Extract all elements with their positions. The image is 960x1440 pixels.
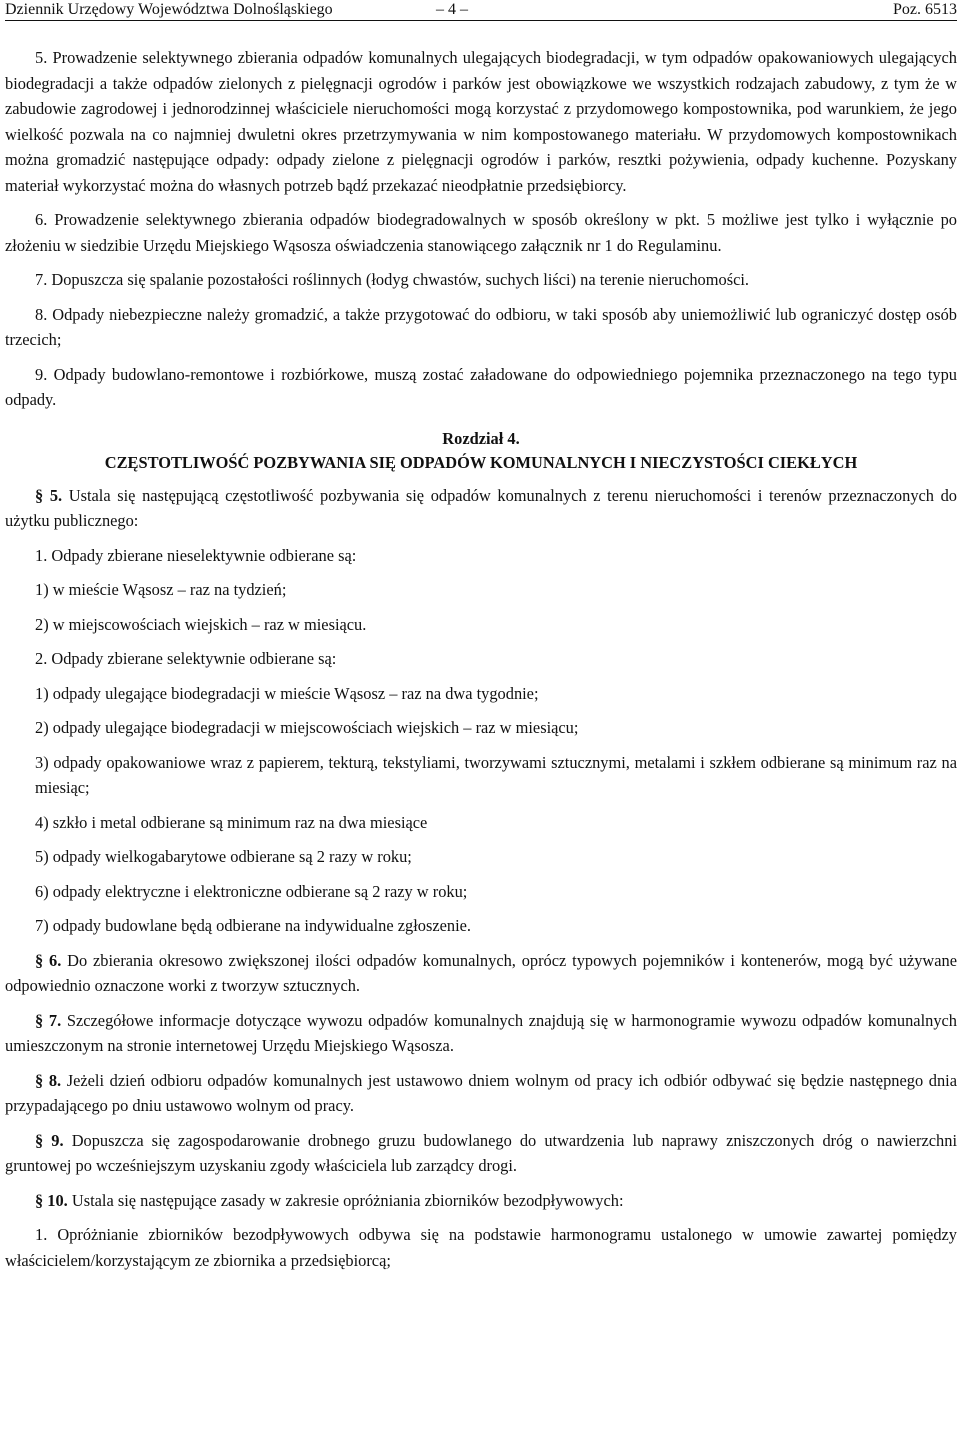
section-9-number: § 9. xyxy=(35,1130,64,1150)
section-6-text: Do zbierania okresowo zwiększonej ilości odpadów komunalnych, oprócz typowych pojemników i kontenerów, mogą być używane odpowiednio oznaczone worki z tworzyw sztucznych. xyxy=(5,950,957,995)
section-7-number: § 7. xyxy=(35,1010,62,1030)
list-item: 2) odpady ulegające biodegradacji w miejscowościach wiejskich – raz w miesiącu; xyxy=(35,718,579,737)
position-number: Poz. 6513 xyxy=(893,1,957,18)
section-10 xyxy=(5,1188,957,1214)
page-header xyxy=(5,0,957,21)
section-5-point-1: 1. Odpady zbierane nieselektywnie odbierane są: xyxy=(35,545,357,565)
section-5-number: § 5. xyxy=(35,485,63,505)
list-item: 7) odpady budowlane będą odbierane na indywidualne zgłoszenie. xyxy=(35,916,472,935)
document-page xyxy=(5,0,957,1440)
section-8 xyxy=(5,1068,957,1119)
chapter-heading xyxy=(5,427,957,475)
chapter-label: Rozdział 4. xyxy=(442,428,520,448)
paragraph-5: 5. Prowadzenie selektywnego zbierania odpadów komunalnych ulegających biodegradacji, w tym odpadów opakowaniowych ulegających biodegradacji a także odpadów zielonych z pielęgnacji ogrodów i parków jest obowiązkowe we wszystkich rodzajach zabudowy, z tym że w zabudowie zagrodowej i jednorodzinnej właściciele nieruchomości mogą korzystać z przydomowego kompostownika, pod warunkiem, że jego wielkość pozwala na co najmniej dwuletni okres przetrzymywania w nim kompostowanego materiału. W przydomowych kompostownikach można gromadzić następujące odpady: odpady zielone z pielęgnacji ogrodów i parków, resztki pożywienia, odpady kuchenne. Pozyskany materiał wykorzystać można do własnych potrzeb bądź przekazać nieodpłatnie przedsiębiorcy. xyxy=(5,48,957,195)
section-10-text: Ustala się następujące zasady w zakresie opróżniania zbiorników bezodpływowych: xyxy=(67,1190,624,1210)
journal-title: Dziennik Urzędowy Województwa Dolnośląskiego xyxy=(5,1,333,18)
document-body xyxy=(5,45,957,1273)
list-item: 2) w miejscowościach wiejskich – raz w miesiącu. xyxy=(35,614,367,634)
section-7 xyxy=(5,1008,957,1059)
paragraph-9: 9. Odpady budowlano-remontowe i rozbiórkowe, muszą zostać załadowane do odpowiedniego pojemnika przeznaczonego na tego typu odpady. xyxy=(5,364,957,409)
section-5 xyxy=(5,483,957,534)
list-item: 6) odpady elektryczne i elektroniczne odbierane są 2 razy w roku; xyxy=(35,881,468,901)
section-9 xyxy=(5,1128,957,1179)
section-5-point-2: 2. Odpady zbierane selektywnie odbierane są: xyxy=(35,649,337,668)
section-6-number: § 6. xyxy=(35,950,62,970)
list-item: 1) w mieście Wąsosz – raz na tydzień; xyxy=(35,580,287,599)
list-item: 1) odpady ulegające biodegradacji w mieście Wąsosz – raz na dwa tygodnie; xyxy=(35,683,539,703)
list-item: 5) odpady wielkogabarytowe odbierane są 2 razy w roku; xyxy=(35,847,412,866)
section-9-text: Dopuszcza się zagospodarowanie drobnego gruzu budowlanego do utwardzenia lub naprawy zniszczonych dróg o nawierzchni gruntowej po wcześniejszym uzyskaniu zgody właściciela lub zarządcy drogi. xyxy=(5,1130,957,1175)
chapter-title: CZĘSTOTLIWOŚĆ POZBYWANIA SIĘ ODPADÓW KOMUNALNYCH I NIECZYSTOŚCI CIEKŁYCH xyxy=(104,452,858,472)
section-7-text: Szczegółowe informacje dotyczące wywozu odpadów komunalnych znajdują się w harmonogramie wywozu odpadów komunalnych umieszczonym na stronie internetowej Urzędu Miejskiego Wąsosza. xyxy=(5,1010,957,1055)
section-8-number: § 8. xyxy=(35,1070,62,1090)
paragraph-8: 8. Odpady niebezpieczne należy gromadzić, a także przygotować do odbioru, w taki sposób aby uniemożliwić lub ograniczyć dostęp osób trzecich; xyxy=(5,304,957,349)
section-10-number: § 10. xyxy=(35,1190,68,1210)
list-item: 4) szkło i metal odbierane są minimum raz na dwa miesiące xyxy=(35,812,428,832)
paragraph-6: 6. Prowadzenie selektywnego zbierania odpadów biodegradowalnych w sposób określony w pkt. 5 możliwe jest tylko i wyłącznie po złożeniu w siedzibie Urzędu Miejskiego Wąsosza oświadczenia stanowiącego załącznik nr 1 do Regulaminu. xyxy=(5,210,957,255)
section-10-point-1: 1. Opróżnianie zbiorników bezodpływowych odbywa się na podstawie harmonogramu ustalonego w umowie zawartej pomiędzy właścicielem/korzystającym ze zbiornika a przedsiębiorcą; xyxy=(5,1225,957,1270)
section-5-text: Ustala się następującą częstotliwość pozbywania się odpadów komunalnych z terenu nieruchomości i terenów przeznaczonych do użytku publicznego: xyxy=(5,485,958,530)
page-number: – 4 – xyxy=(436,1,468,18)
section-8-text: Jeżeli dzień odbioru odpadów komunalnych jest ustawowo dniem wolnym od pracy ich odbiór odbywać się będzie następnego dnia przypadającego po dniu ustawowo wolnym od pracy. xyxy=(5,1070,957,1115)
paragraph-7: 7. Dopuszcza się spalanie pozostałości roślinnych (łodyg chwastów, suchych liści) na terenie nieruchomości. xyxy=(35,270,750,289)
section-6 xyxy=(5,948,957,999)
list-item: 3) odpady opakowaniowe wraz z papierem, tekturą, tekstyliami, tworzywami sztucznymi, metalami i szkłem odbierane są minimum raz na miesiąc; xyxy=(35,752,957,797)
